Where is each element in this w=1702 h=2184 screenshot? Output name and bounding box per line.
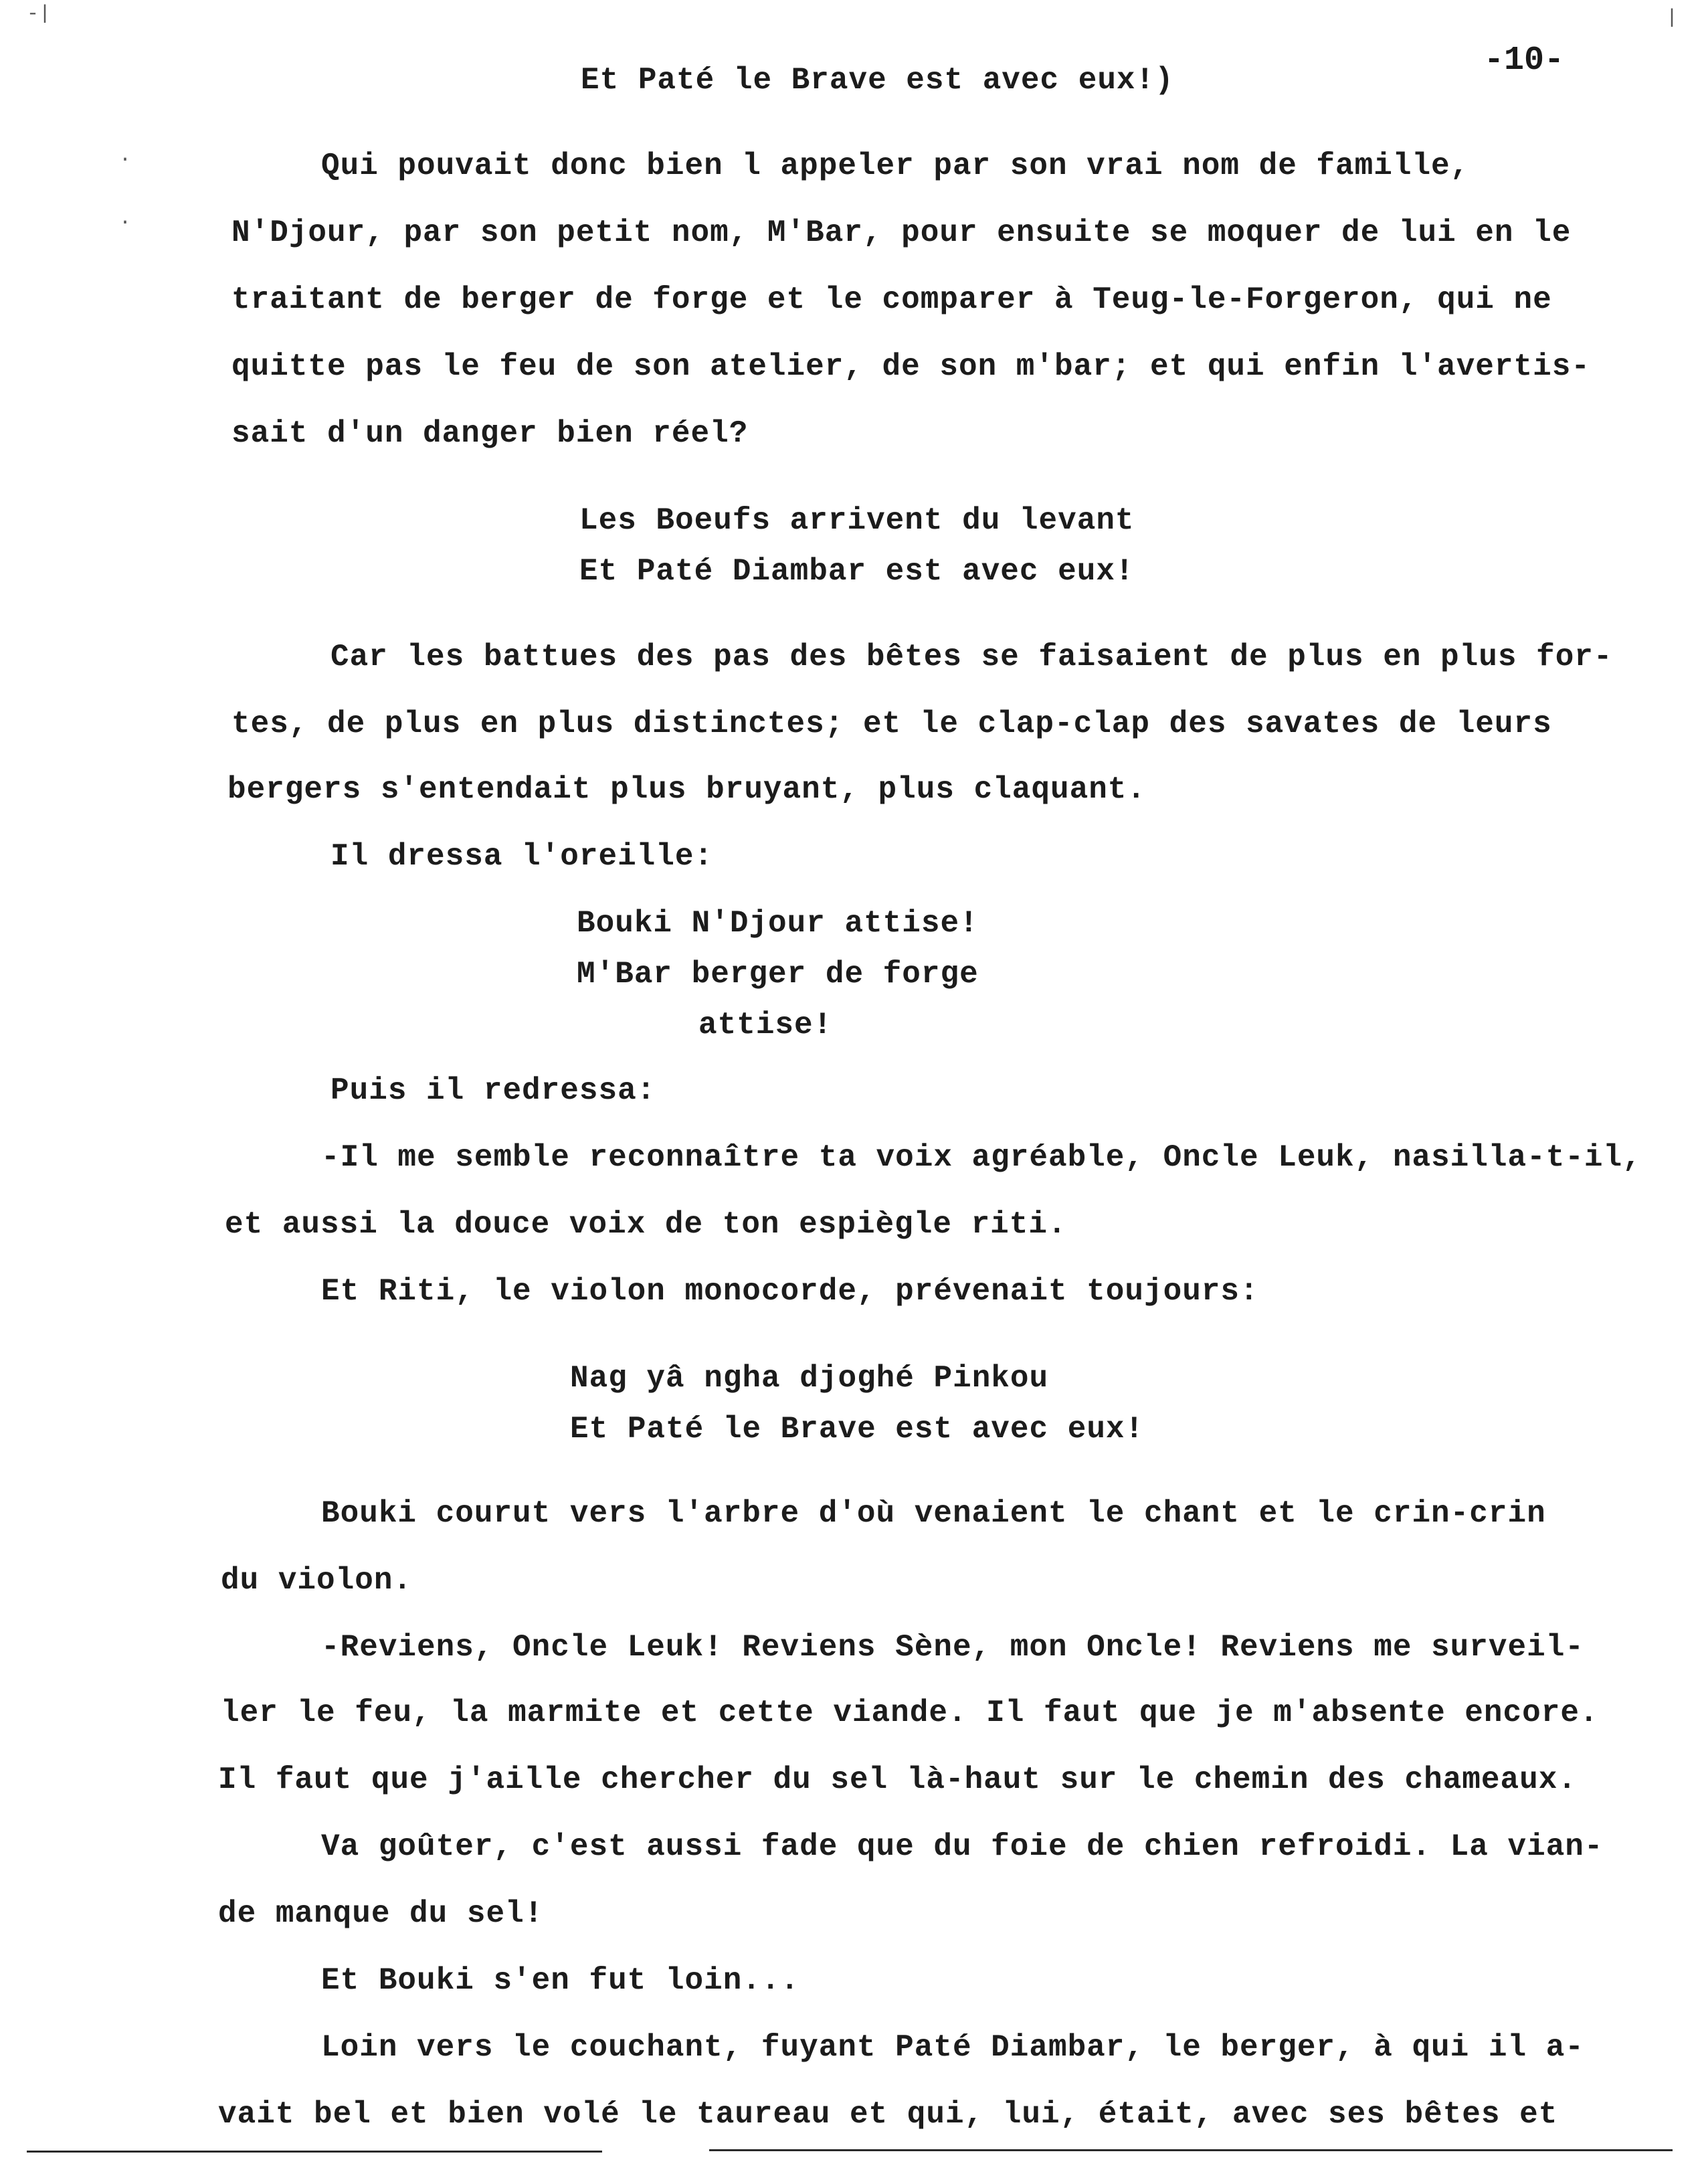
text-line: N'Djour, par son petit nom, M'Bar, pour ensuite se moquer de lui en le xyxy=(231,215,1572,250)
text-line: Va goûter, c'est aussi fade que du foie de chien refroidi. La vian- xyxy=(321,1829,1604,1864)
text-line: et aussi la douce voix de ton espiègle riti. xyxy=(225,1207,1067,1242)
text-line: Il dressa l'oreille: xyxy=(330,839,714,874)
margin-mark: · xyxy=(119,211,132,234)
verse-line: Bouki N'Djour attise! xyxy=(577,906,979,941)
text-line: tes, de plus en plus distinctes; et le clap-clap des savates de leurs xyxy=(231,707,1552,741)
text-line: sait d'un danger bien réel? xyxy=(231,416,749,451)
verse-line: Et Paté le Brave est avec eux! xyxy=(570,1412,1145,1447)
text-line: Bouki courut vers l'arbre d'où venaient le chant et le crin-crin xyxy=(321,1496,1546,1531)
text-line: Et Paté le Brave est avec eux!) xyxy=(581,63,1174,98)
text-line: du violon. xyxy=(221,1563,413,1598)
corner-mark: -| xyxy=(27,3,52,25)
text-line: quitte pas le feu de son atelier, de son m'bar; et qui enfin l'avertis- xyxy=(231,349,1590,384)
text-line: Et Riti, le violon monocorde, prévenait toujours: xyxy=(321,1274,1259,1309)
verse-line: Nag yâ ngha djoghé Pinkou xyxy=(570,1361,1049,1396)
text-line: Puis il redressa: xyxy=(330,1073,656,1108)
bottom-rule-left xyxy=(27,2151,602,2153)
verse-line: M'Bar berger de forge xyxy=(577,957,979,992)
verse-line: attise! xyxy=(698,1008,833,1042)
text-line: bergers s'entendait plus bruyant, plus claquant. xyxy=(227,772,1147,807)
text-line: de manque du sel! xyxy=(218,1896,544,1931)
text-line: Loin vers le couchant, fuyant Paté Diambar, le berger, à qui il a- xyxy=(321,2030,1584,2065)
text-line: Il faut que j'aille chercher du sel là-haut sur le chemin des chameaux. xyxy=(218,1762,1577,1797)
text-line: Et Bouki s'en fut loin... xyxy=(321,1963,800,1998)
margin-mark: · xyxy=(119,149,132,171)
text-line: ler le feu, la marmite et cette viande. Il faut que je m'absente encore. xyxy=(221,1696,1599,1730)
text-line: Car les battues des pas des bêtes se faisaient de plus en plus for- xyxy=(330,640,1613,674)
verse-line: Les Boeufs arrivent du levant xyxy=(579,503,1135,538)
page-number: -10- xyxy=(1484,41,1565,80)
bottom-rule-right xyxy=(709,2149,1673,2151)
text-line: traitant de berger de forge et le comparer à Teug-le-Forgeron, qui ne xyxy=(231,282,1552,317)
verse-line: Et Paté Diambar est avec eux! xyxy=(579,554,1135,589)
text-line: vait bel et bien volé le taureau et qui, lui, était, avec ses bêtes et xyxy=(218,2097,1558,2132)
text-line: -Il me semble reconnaître ta voix agréable, Oncle Leuk, nasilla-t-il, xyxy=(321,1140,1642,1175)
text-line: Qui pouvait donc bien l appeler par son vrai nom de famille, xyxy=(321,149,1470,183)
text-line: -Reviens, Oncle Leuk! Reviens Sène, mon Oncle! Reviens me surveil- xyxy=(321,1630,1584,1665)
corner-mark: | xyxy=(1666,7,1679,29)
